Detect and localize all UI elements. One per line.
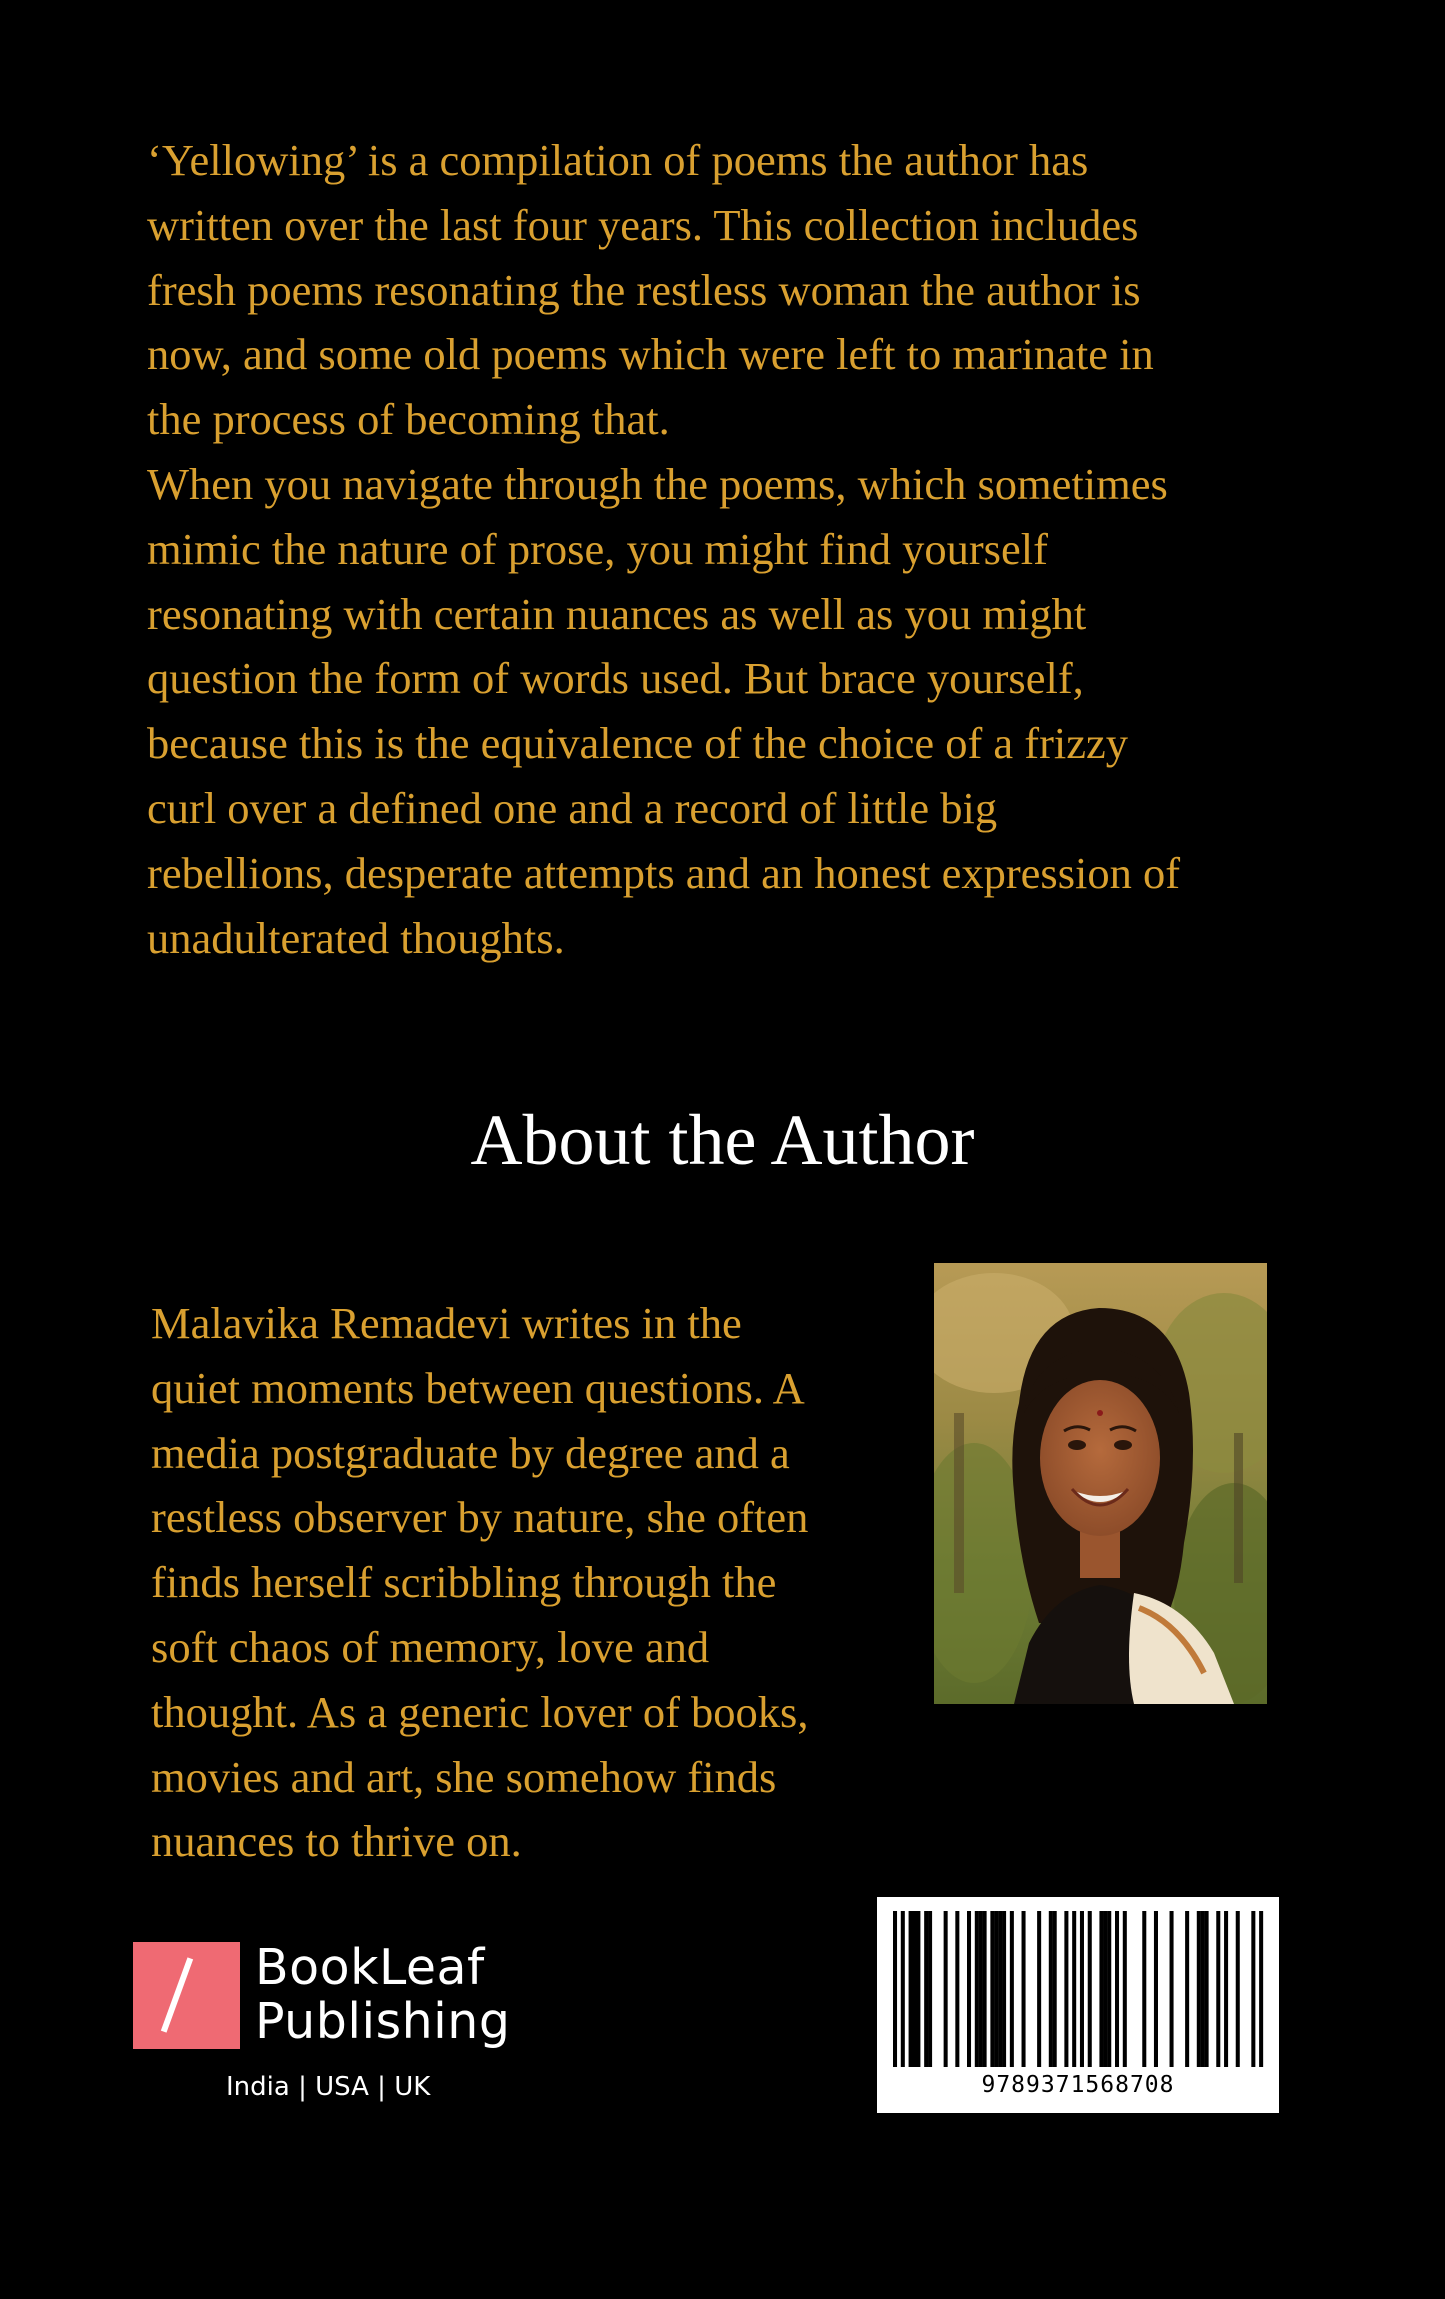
blurb-line: because this is the equivalence of the choice of a frizzy [147, 718, 1129, 769]
bio-line: movies and art, she somehow finds [151, 1751, 777, 1802]
barcode-bar [912, 1911, 916, 2067]
bio-line: Malavika Remadevi writes in the [151, 1298, 742, 1348]
blurb-line: unadulterated thoughts. [147, 912, 565, 963]
barcode-bar [1037, 1911, 1041, 2067]
bio-line: nuances to thrive on. [151, 1816, 522, 1867]
blurb [147, 128, 1327, 970]
barcode-bar [1224, 1911, 1228, 2067]
barcode-bar [1010, 1911, 1014, 2067]
blurb-line: fresh poems resonating the restless woman the author is [147, 264, 1141, 315]
barcode-bar [1049, 1911, 1053, 2067]
blurb-line: ‘Yellowing’ is a compilation of poems the author has [147, 135, 1089, 185]
barcode-bar [1201, 1911, 1205, 2067]
publisher-logo-mark [133, 1942, 240, 2049]
barcode-bar [990, 1911, 994, 2067]
barcode-bar [1002, 1911, 1006, 2067]
bio-line: finds herself scribbling through the [151, 1557, 777, 1608]
barcode-bar [979, 1911, 983, 2067]
barcode-bar [901, 1911, 905, 2067]
blurb-line: resonating with certain nuances as well as you might [147, 588, 1087, 639]
barcode-bar [893, 1911, 897, 2067]
barcode-bar [1107, 1911, 1111, 2067]
bio-line: restless observer by nature, she often [151, 1492, 809, 1543]
barcode-bar [1022, 1911, 1026, 2067]
publisher-name-line2: Publishing [255, 1993, 511, 2050]
barcode-bar [1216, 1911, 1220, 2067]
isbn-number: 9789371568708 [981, 2072, 1175, 2098]
blurb-line: mimic the nature of prose, you might find yourself [147, 523, 1048, 574]
barcode-bar [967, 1911, 971, 2067]
barcode-bar [983, 1911, 987, 2067]
bio-line: quiet moments between questions. A [151, 1362, 805, 1413]
author-photo [934, 1263, 1267, 1704]
barcode-bar [955, 1911, 959, 2067]
barcode-bar [1115, 1911, 1119, 2067]
publisher-regions: India | USA | UK [226, 2072, 431, 2102]
barcode-bar [1103, 1911, 1107, 2067]
barcode-bar [1236, 1911, 1240, 2067]
barcode-bar [1072, 1911, 1076, 2067]
slash-icon [161, 1957, 193, 2032]
barcode-bar [1170, 1911, 1174, 2067]
barcode-bar [1064, 1911, 1068, 2067]
author-bio [151, 1291, 911, 1874]
barcode-bar [928, 1911, 932, 2067]
barcode-bar [1251, 1911, 1255, 2067]
barcode-bar [998, 1911, 1002, 2067]
blurb-line: now, and some old poems which were left to marinate in [147, 329, 1154, 380]
barcode-bar [1088, 1911, 1092, 2067]
blurb-line: When you navigate through the poems, which sometimes [147, 458, 1168, 509]
barcode-bar [1205, 1911, 1209, 2067]
publisher-logo [133, 1939, 533, 2102]
blurb-line: question the form of words used. But brace yourself, [147, 653, 1084, 704]
blurb-line: the process of becoming that. [147, 394, 670, 445]
barcode-bar [944, 1911, 948, 2067]
bio-line: thought. As a generic lover of books, [151, 1686, 809, 1737]
barcode-bar [1197, 1911, 1201, 2067]
barcode-bar [924, 1911, 928, 2067]
barcode-bar [1123, 1911, 1127, 2067]
bio-line: soft chaos of memory, love and [151, 1621, 710, 1672]
barcode-bar [1142, 1911, 1146, 2067]
barcode-bar [909, 1911, 913, 2067]
barcode-bar [1053, 1911, 1057, 2067]
blurb-line: curl over a defined one and a record of little big [147, 782, 998, 833]
bio-line: media postgraduate by degree and a [151, 1427, 790, 1478]
barcode-bar [975, 1911, 979, 2067]
blurb-line: rebellions, desperate attempts and an honest expression of [147, 847, 1181, 898]
barcode-bar [1080, 1911, 1084, 2067]
blurb-line: written over the last four years. This collection includes [147, 199, 1139, 250]
barcode-bar [1259, 1911, 1263, 2067]
barcode-bar [1099, 1911, 1103, 2067]
publisher-name-line1: BookLeaf [255, 1939, 485, 1996]
barcode-bar [1185, 1911, 1189, 2067]
barcode-bar [994, 1911, 998, 2067]
barcode-bar [916, 1911, 920, 2067]
isbn-barcode [877, 1897, 1279, 2113]
barcode-bar [1154, 1911, 1158, 2067]
about-author-heading: About the Author [470, 1100, 975, 1180]
